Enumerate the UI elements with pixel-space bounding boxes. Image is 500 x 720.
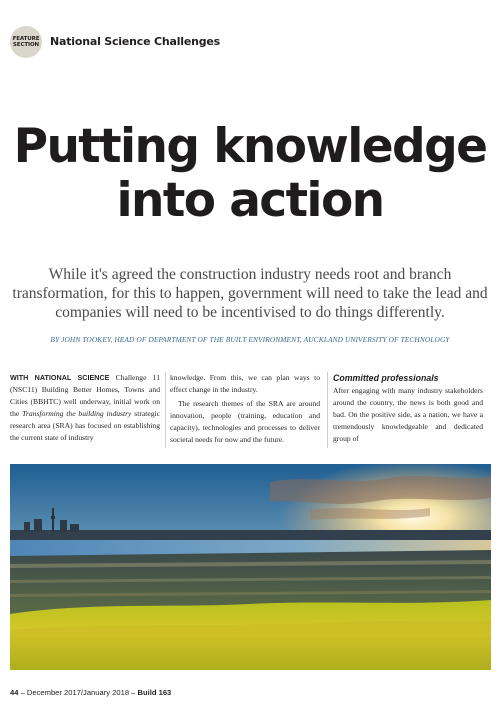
body-text: Challenge 11 (NSC11) Building Better Homes, Towns and Cities (BBHTC) well underway, initial work on the: [10, 373, 160, 418]
badge-line-1: FEATURE: [12, 36, 40, 42]
body-column-2: [170, 372, 320, 446]
body-column-1: [10, 372, 160, 444]
body-text: strategic research area (SRA) has focused on establishing the current state of industry: [10, 409, 160, 442]
body-paragraph: After engaging with many industry stakeholders around the country, the news is both good and bad. On the positive side, as a nation, we have a tremendously knowledgeable and dedicated group of: [333, 386, 483, 443]
column-divider: [327, 372, 328, 448]
headline-line-1: Putting knowledge: [13, 119, 487, 174]
body-paragraph: [10, 372, 160, 444]
footer-date: – December 2017/January 2018 –: [18, 688, 138, 697]
byline: BY JOHN TOOKEY, HEAD OF DEPARTMENT OF THE BUILT ENVIRONMENT, AUCKLAND UNIVERSITY OF TECHNOLOGY: [50, 335, 450, 344]
headline-line-2: into action: [116, 173, 384, 228]
body-italic-text: Transforming the building industry: [22, 409, 132, 418]
feature-section-badge: [10, 26, 42, 58]
body-paragraph: knowledge. From this, we can plan ways to effect change in the industry.: [170, 373, 320, 394]
headline: [0, 120, 500, 228]
lead-in: WITH NATIONAL SCIENCE: [10, 373, 110, 382]
section-title: National Science Challenges: [50, 35, 221, 48]
column-divider: [165, 372, 166, 448]
page-number: 44: [10, 688, 19, 697]
standfirst: While it's agreed the construction industry needs root and branch transformation, for this to happen, government will need to take the lead and companies will need to be incentivised to do things differently.: [12, 266, 488, 321]
page-footer: [10, 688, 171, 697]
badge-line-2: SECTION: [12, 42, 40, 48]
body-column-3: [333, 372, 483, 445]
auckland-sunset-photo: [10, 464, 491, 670]
body-paragraph: The research themes of the SRA are around innovation, people (training, education and capacity), technologies and processes to deliver societal needs for now and the future.: [170, 399, 320, 444]
magazine-issue: Build 163: [137, 688, 172, 697]
subheading: Committed professionals: [333, 373, 439, 383]
